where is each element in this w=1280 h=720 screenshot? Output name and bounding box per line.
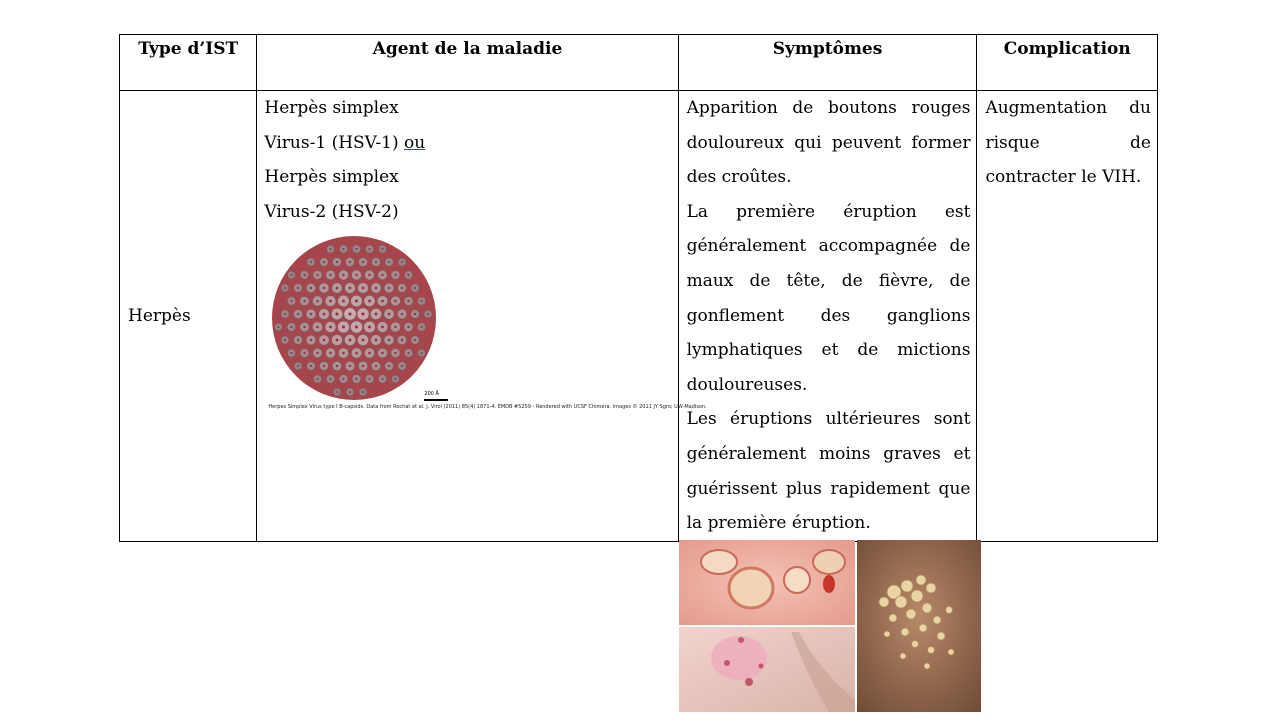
header-type: Type d’IST <box>120 35 257 91</box>
symptoms-cell <box>678 91 977 542</box>
symptom-paragraph: La première éruption est généralement accompagnée de maux de tête, de fièvre, de gonflement des ganglions lymphatiques et de mictions douloureuses. <box>686 201 971 395</box>
virus-image-caption <box>268 404 707 411</box>
table-row <box>120 91 1158 542</box>
virus-capsid-image <box>266 232 707 418</box>
photo-right <box>857 540 981 712</box>
agent-line: Herpès simplex <box>264 98 399 118</box>
lesion-photos-illustration <box>679 540 981 712</box>
scale-bar <box>424 399 448 401</box>
agent-cell <box>257 91 707 542</box>
header-symptoms: Symptômes <box>678 35 977 91</box>
agent-line <box>264 126 677 161</box>
header-complication: Complication <box>977 35 1158 91</box>
header-row <box>120 35 1158 91</box>
type-cell: Herpès <box>120 91 257 542</box>
symptom-paragraph: Apparition de boutons rouges douloureux qui peuvent former des croûtes. <box>686 98 971 188</box>
symptom-paragraph: Les éruptions ultérieures sont généralement moins graves et guérissent plus rapidement que la première éruption. <box>686 409 971 534</box>
ist-table <box>119 34 1158 542</box>
complication-cell <box>977 91 1158 542</box>
agent-line-text: Virus-1 (HSV-1) <box>264 132 404 153</box>
caption-text: Herpes Simplex Virus type I B-capsids. Data from Rochat et al. J. Virol (2011) 85(4) 1871-4. EMDB #5259 - Rendered with UCSF Chimera. images © 2011 JY Sgro; UW-Madison. <box>268 404 707 411</box>
complication-text: Augmentation du risque de contracter le VIH. <box>985 98 1151 188</box>
header-agent: Agent de la maladie <box>257 35 678 91</box>
scale-label: 200 Å <box>424 391 439 398</box>
agent-line: Virus-2 (HSV-2) <box>264 201 399 222</box>
agent-line: Herpès simplex <box>264 167 399 188</box>
agent-or: ou <box>404 132 426 153</box>
capsid-illustration <box>266 232 452 404</box>
lesion-photos <box>679 540 981 712</box>
